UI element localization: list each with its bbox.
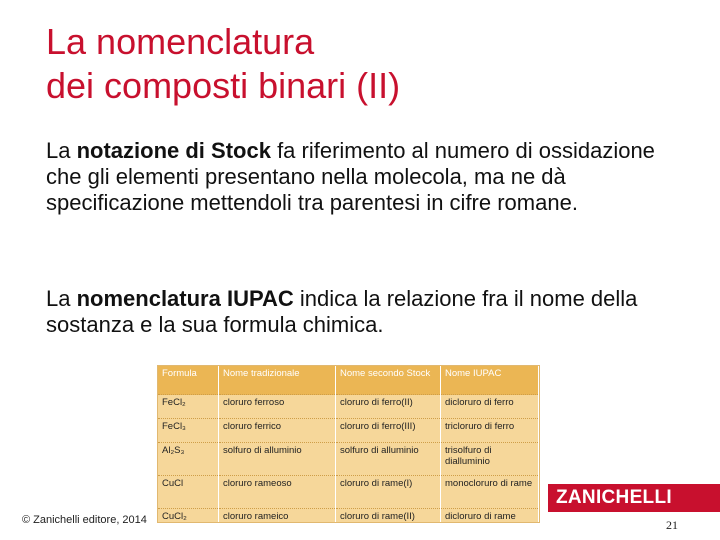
paragraph-iupac-pre: La — [46, 286, 77, 311]
slide-title — [46, 20, 686, 108]
cell-iupac: trisolfuro di dialluminio — [441, 443, 539, 476]
table-row — [158, 443, 539, 476]
paragraph-stock — [46, 138, 666, 216]
cell-stock: cloruro di rame(II) — [336, 509, 441, 524]
zanichelli-logo: ZANICHELLI — [548, 484, 720, 512]
nomenclature-table — [157, 365, 540, 523]
table-row — [158, 395, 539, 419]
cell-formula: FeCl₃ — [158, 419, 219, 443]
cell-stock: cloruro di ferro(III) — [336, 419, 441, 443]
cell-stock: cloruro di ferro(II) — [336, 395, 441, 419]
copyright-text: © Zanichelli editore, 2014 — [22, 514, 147, 526]
cell-stock: solfuro di alluminio — [336, 443, 441, 476]
table-row — [158, 476, 539, 509]
paragraph-stock-bold: notazione di Stock — [76, 138, 271, 163]
header-stock: Nome secondo Stock — [336, 366, 441, 395]
cell-traditional: cloruro ferrico — [219, 419, 336, 443]
cell-iupac: monocloruro di rame — [441, 476, 539, 509]
page-number: 21 — [666, 518, 678, 532]
title-line-2: dei composti binari (II) — [46, 65, 401, 106]
paragraph-iupac-post: indica la relazione fra il nome della sostanza e la sua formula chimica. — [46, 286, 638, 337]
cell-iupac: dicloruro di rame — [441, 509, 539, 524]
cell-formula: CuCl₂ — [158, 509, 219, 524]
table-header-row — [158, 366, 539, 395]
cell-formula: FeCl₂ — [158, 395, 219, 419]
table-row — [158, 419, 539, 443]
cell-formula: Al₂S₃ — [158, 443, 219, 476]
title-line-1: La nomenclatura — [46, 21, 315, 62]
cell-traditional: cloruro rameico — [219, 509, 336, 524]
cell-stock: cloruro di rame(I) — [336, 476, 441, 509]
cell-traditional: cloruro ferroso — [219, 395, 336, 419]
table-row — [158, 509, 539, 524]
paragraph-stock-post: fa riferimento al numero di ossidazione che gli elementi presentano nella molecola, ma ne dà specificazione mettendoli tra parentesi in cifre romane. — [46, 138, 655, 215]
cell-traditional: solfuro di alluminio — [219, 443, 336, 476]
paragraph-stock-pre: La — [46, 138, 77, 163]
cell-traditional: cloruro rameoso — [219, 476, 336, 509]
paragraph-iupac — [46, 286, 666, 338]
header-formula: Formula — [158, 366, 219, 395]
cell-iupac: dicloruro di ferro — [441, 395, 539, 419]
cell-iupac: tricloruro di ferro — [441, 419, 539, 443]
header-traditional: Nome tradizionale — [219, 366, 336, 395]
cell-formula: CuCl — [158, 476, 219, 509]
header-iupac: Nome IUPAC — [441, 366, 539, 395]
paragraph-iupac-bold: nomenclatura IUPAC — [76, 286, 294, 311]
